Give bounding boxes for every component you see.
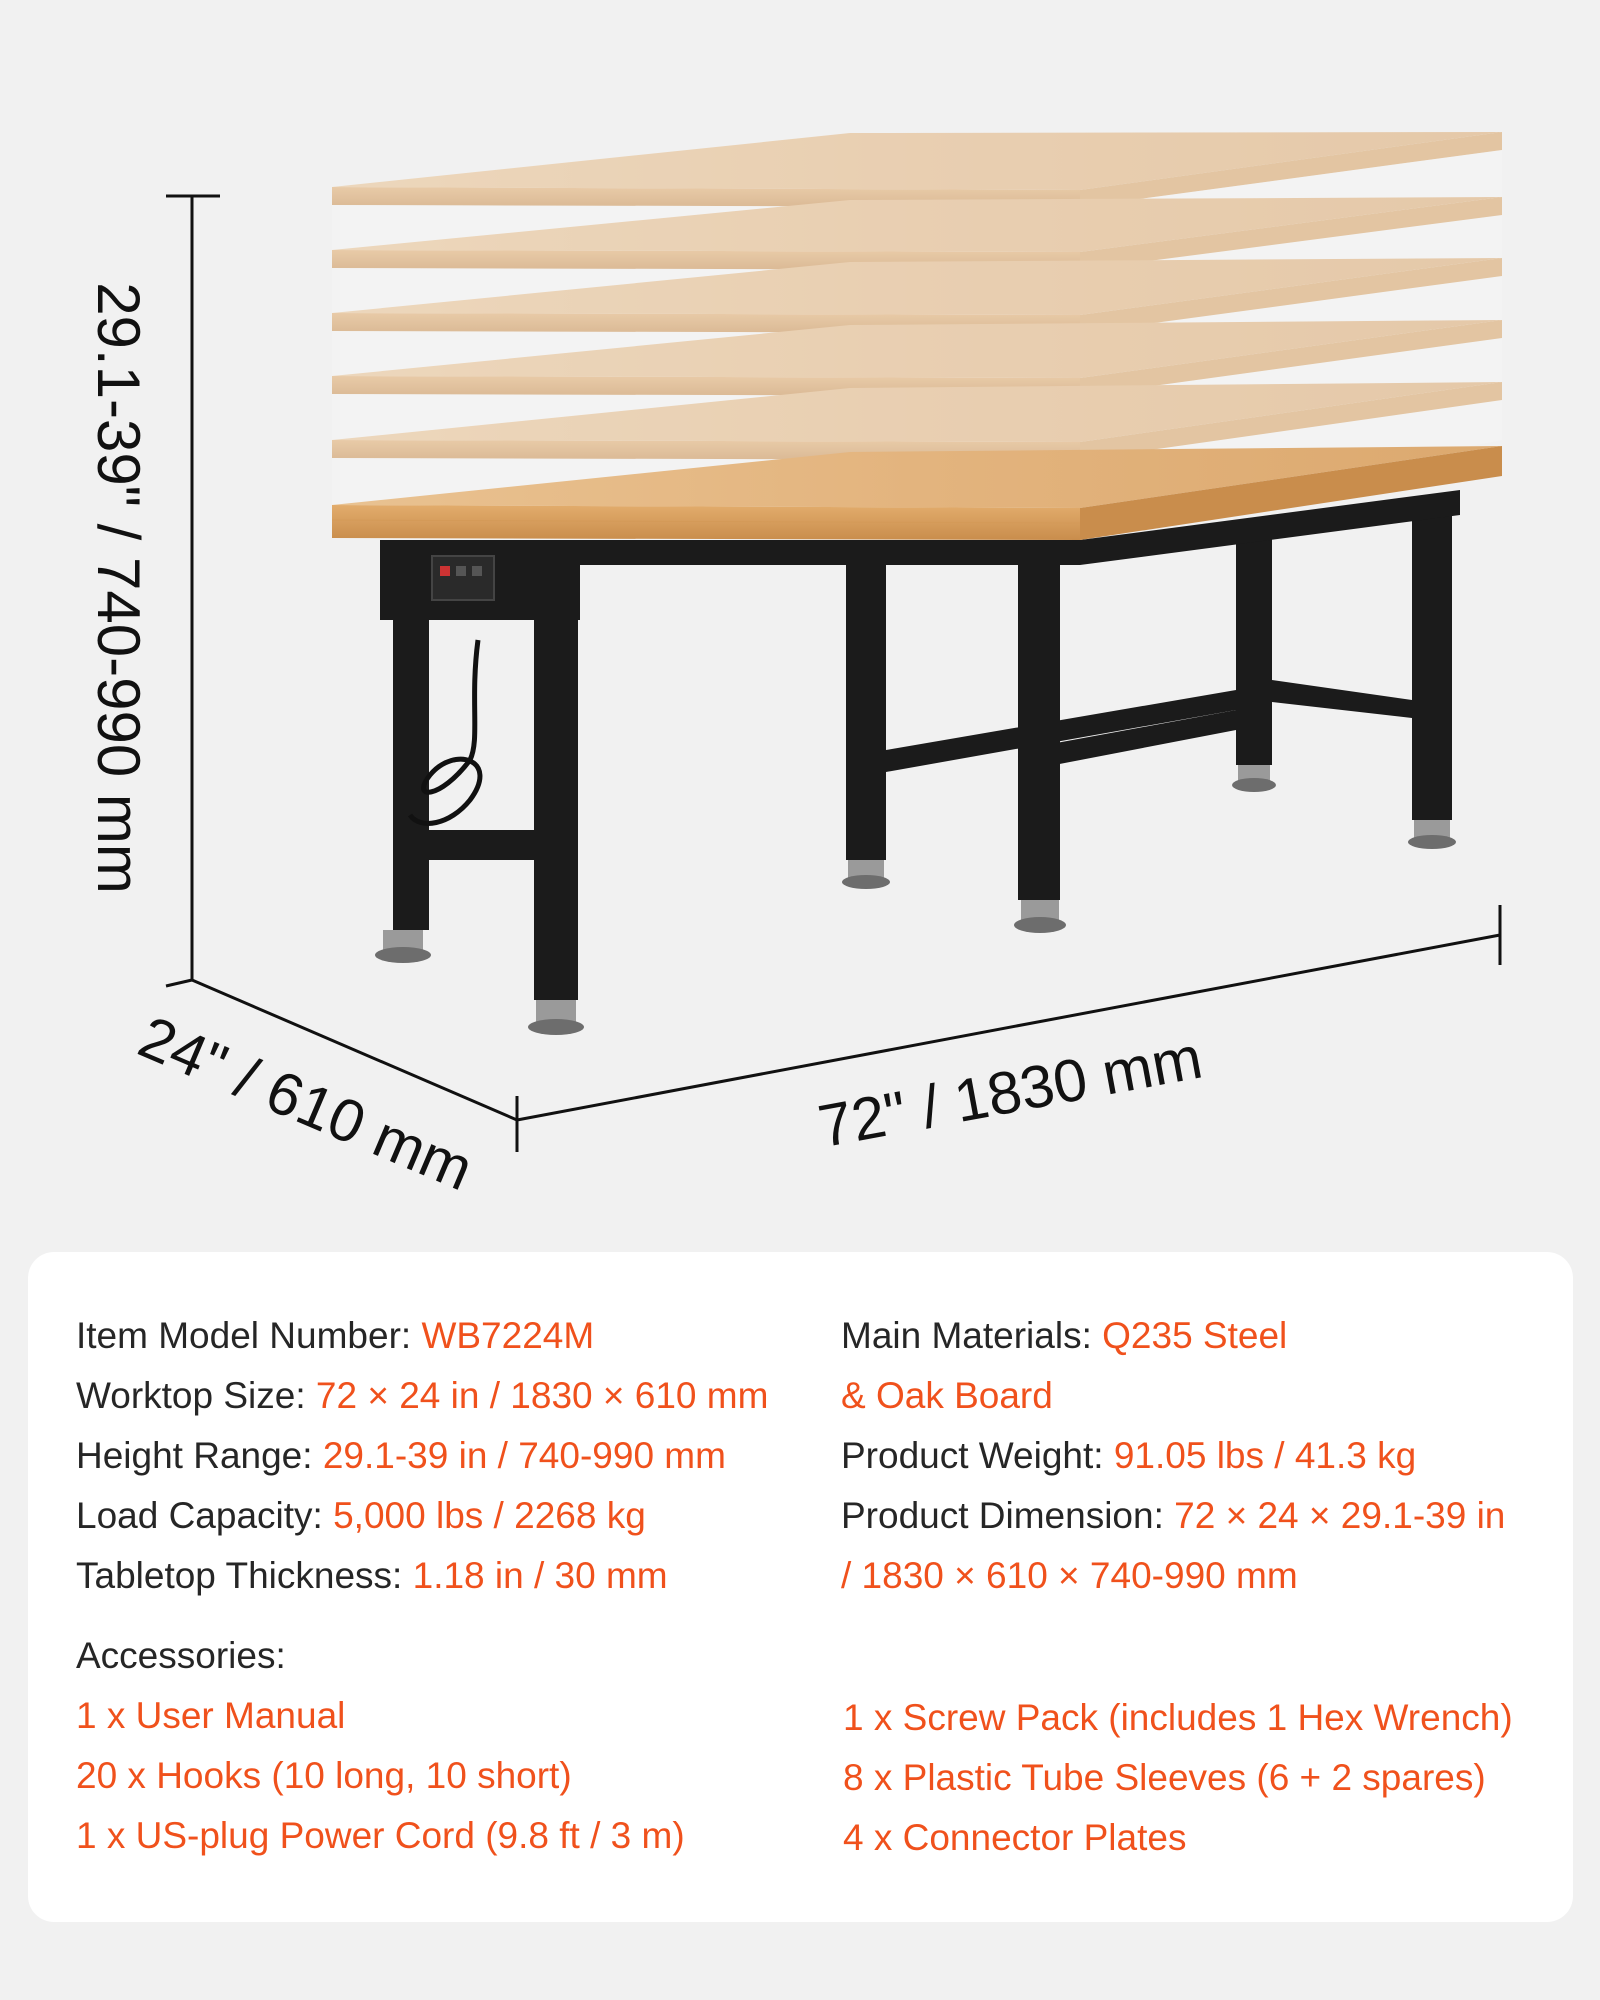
list-item: 1 x US-plug Power Cord (9.8 ft / 3 m)	[76, 1815, 685, 1856]
spec-row-tabletop-thickness: Tabletop Thickness: 1.18 in / 30 mm	[76, 1555, 668, 1596]
list-item: 8 x Plastic Tube Sleeves (6 + 2 spares)	[843, 1757, 1486, 1798]
spec-row-model: Item Model Number: WB7224M	[76, 1315, 595, 1356]
list-item: 1 x User Manual	[76, 1695, 346, 1736]
specs-right-column	[841, 1306, 1561, 1606]
specs-card	[28, 1252, 1573, 1922]
list-item: 20 x Hooks (10 long, 10 short)	[76, 1755, 572, 1796]
spec-row-weight: Product Weight: 91.05 lbs / 41.3 kg	[841, 1435, 1417, 1476]
spec-row-materials: Main Materials: Q235 Steel	[841, 1315, 1288, 1356]
spec-row-load-capacity: Load Capacity: 5,000 lbs / 2268 kg	[76, 1495, 646, 1536]
spec-row-dimension-cont: / 1830 × 610 × 740-990 mm	[841, 1555, 1298, 1596]
spec-row-materials-cont: & Oak Board	[841, 1375, 1053, 1416]
spec-row-height-range: Height Range: 29.1-39 in / 740-990 mm	[76, 1435, 726, 1476]
list-item: 4 x Connector Plates	[843, 1817, 1187, 1858]
spec-row-dimension: Product Dimension: 72 × 24 × 29.1-39 in	[841, 1495, 1506, 1536]
list-item: 1 x Screw Pack (includes 1 Hex Wrench)	[843, 1697, 1513, 1738]
accessories-left-list	[76, 1686, 685, 1866]
height-dimension-line	[166, 196, 220, 980]
accessories-title: Accessories:	[76, 1635, 286, 1676]
spec-row-worktop-size: Worktop Size: 72 × 24 in / 1830 × 610 mm	[76, 1375, 769, 1416]
height-dimension-label: 29.1-39" / 740-990 mm	[85, 282, 152, 894]
specs-left-column	[76, 1306, 816, 1606]
depth-dimension-label: 24" / 610 mm	[129, 1002, 483, 1204]
accessories-right-list	[843, 1688, 1513, 1868]
power-strip	[432, 556, 494, 600]
width-dimension-label: 72" / 1830 mm	[813, 1023, 1208, 1161]
workbench-frame	[380, 490, 1460, 1000]
